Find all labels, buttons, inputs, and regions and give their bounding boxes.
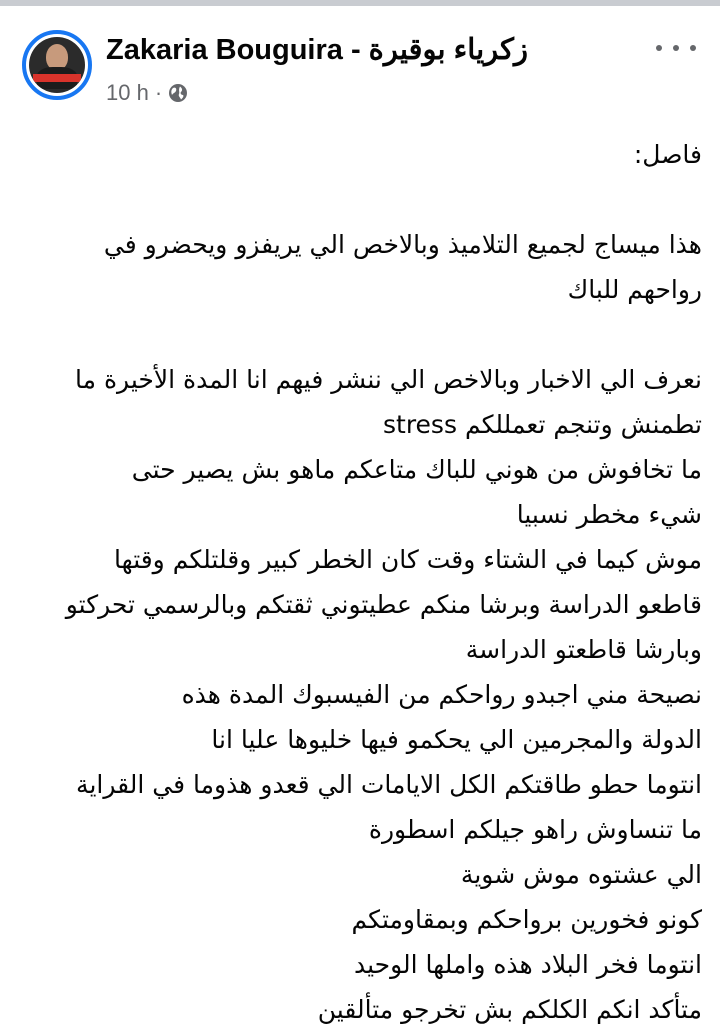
post-body (18, 132, 702, 1032)
globe-icon[interactable] (168, 83, 188, 103)
post-line: تطمنش وتنجم تعمللكم stress (383, 410, 702, 439)
post-meta (106, 79, 188, 107)
more-dot-icon (656, 45, 662, 51)
post-line: متأكد انكم الكلكم بش تخرجو متألقين (317, 995, 702, 1024)
post-line: موش كيما في الشتاء وقت كان الخطر كبير وقلتلكم وقتها (114, 545, 702, 574)
author-name[interactable]: Zakaria Bouguira - زكرياء بوقيرة (106, 34, 528, 66)
post-line: شيء مخطر نسبيا (516, 500, 702, 529)
avatar-photo (29, 37, 85, 93)
post-line: ما تنساوش راهو جيلكم اسطورة (368, 815, 702, 844)
post-line: فاصل: (633, 140, 702, 169)
timestamp[interactable]: 10 h (106, 80, 149, 105)
avatar[interactable] (22, 30, 92, 100)
post-line: نصيحة مني اجبدو رواحكم من الفيسبوك المدة هذه (181, 680, 702, 709)
post-line: انتوما حطو طاقتكم الكل الايامات الي قعدو هذوما في القراية (76, 770, 702, 799)
post-line: نعرف الي الاخبار وبالاخص الي ننشر فيهم انا المدة الأخيرة ما (75, 365, 702, 394)
post-line: الدولة والمجرمين الي يحكمو فيها خليوها عليا انا (211, 725, 702, 754)
post-line: رواحهم للباك (567, 275, 702, 304)
more-options-button[interactable] (656, 38, 696, 58)
post-line: انتوما فخر البلاد هذه واملها الوحيد (354, 950, 702, 979)
line-gap (18, 312, 702, 357)
more-dot-icon (673, 45, 679, 51)
post-line: قاطعو الدراسة وبرشا منكم عطيتوني ثقتكم وبالرسمي تحركتو (65, 590, 702, 619)
avatar-banner-shape (33, 74, 81, 82)
line-gap (18, 177, 702, 222)
post-line: ما تخافوش من هوني للباك متاعكم ماهو بش يصير حتى (131, 455, 702, 484)
meta-separator: · (154, 80, 163, 105)
more-dot-icon (690, 45, 696, 51)
post-line: الي عشتوه موش شوية (460, 860, 702, 889)
post-line: كونو فخورين برواحكم وبمقاومتكم (351, 905, 702, 934)
post-line: وبارشا قاطعتو الدراسة (465, 635, 702, 664)
post-line: هذا ميساج لجميع التلاميذ وبالاخص الي يريفزو ويحضرو في (103, 230, 702, 259)
